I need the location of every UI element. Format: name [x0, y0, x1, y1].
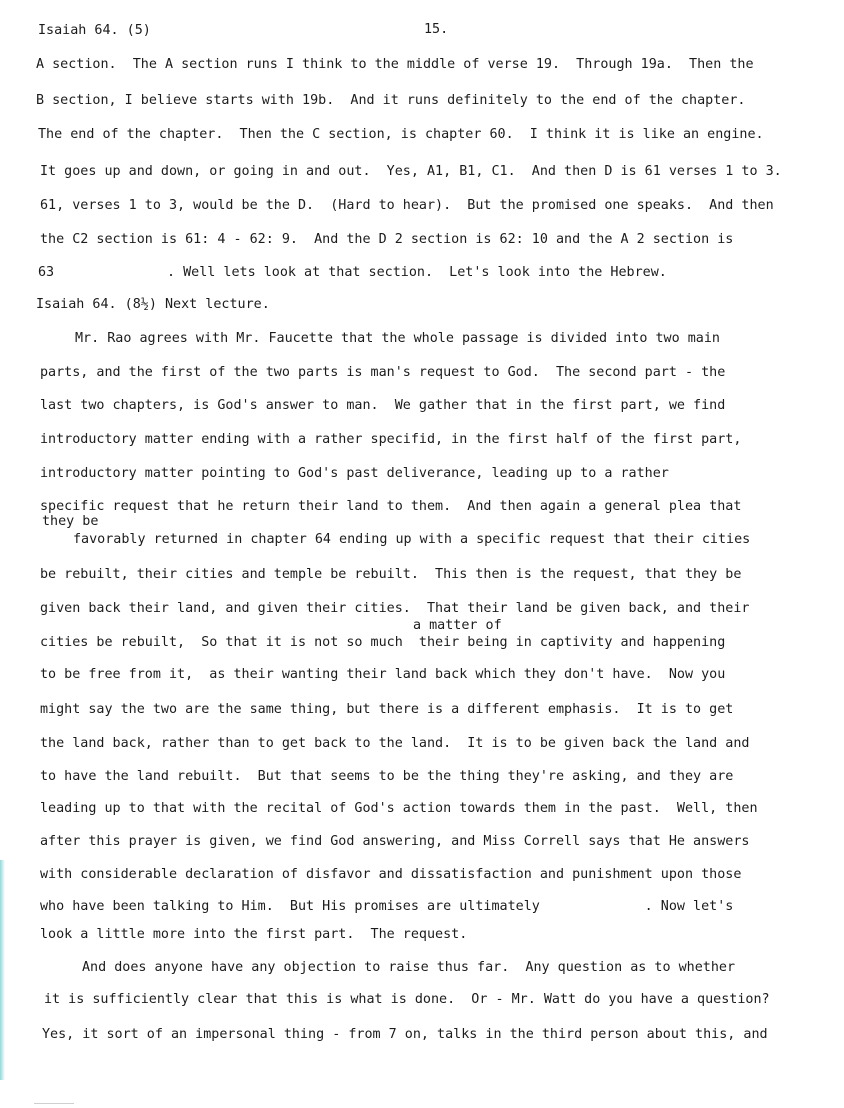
text-line: 63 . Well lets look at that section. Let's look into the Hebrew.: [38, 265, 667, 280]
text-line: after this prayer is given, we find God answering, and Miss Correll says that He answers: [40, 834, 750, 849]
text-line: favorably returned in chapter 64 ending up with a specific request that their cities: [73, 532, 751, 547]
text-line: introductory matter ending with a rather specifid, in the first half of the first part,: [40, 432, 742, 447]
interlinear-insertion: they be: [42, 514, 99, 529]
text-line: cities be rebuilt, So that it is not so much their being in captivity and happening: [40, 635, 726, 650]
text-line: look a little more into the first part. The request.: [40, 927, 468, 942]
text-line: the land back, rather than to get back to the land. It is to be given back the land and: [40, 736, 750, 751]
text-line: might say the two are the same thing, but there is a different emphasis. It is to get: [40, 702, 734, 717]
text-line: parts, and the first of the two parts is man's request to God. The second part - the: [40, 365, 726, 380]
page-number: 15.: [424, 22, 449, 37]
text-line: to be free from it, as their wanting their land back which they don't have. Now you: [40, 667, 726, 682]
document-title: Isaiah 64. (5): [38, 23, 151, 38]
text-line: specific request that he return their land to them. And then again a general plea that: [40, 499, 742, 514]
text-line: A section. The A section runs I think to the middle of verse 19. Through 19a. Then the: [36, 57, 754, 72]
text-line: who have been talking to Him. But His promises are ultimately . Now let's: [40, 899, 734, 914]
text-line: it is sufficiently clear that this is what is done. Or - Mr. Watt do you have a question?: [44, 992, 770, 1007]
text-line: 61, verses 1 to 3, would be the D. (Hard to hear). But the promised one speaks. And then: [40, 198, 774, 213]
text-line: And does anyone have any objection to raise thus far. Any question as to whether: [82, 960, 736, 975]
text-line: introductory matter pointing to God's past deliverance, leading up to a rather: [40, 466, 669, 481]
text-line: to have the land rebuilt. But that seems to be the thing they're asking, and they are: [40, 769, 734, 784]
text-line: leading up to that with the recital of God's action towards them in the past. Well, then: [40, 801, 758, 816]
scan-mark: [34, 1103, 74, 1104]
interlinear-insertion: a matter of: [413, 618, 502, 633]
text-line: be rebuilt, their cities and temple be rebuilt. This then is the request, that they be: [40, 567, 742, 582]
text-line: Yes, it sort of an impersonal thing - from 7 on, talks in the third person about this, and: [42, 1027, 768, 1042]
text-line: the C2 section is 61: 4 - 62: 9. And the D 2 section is 62: 10 and the A 2 section is: [40, 232, 734, 247]
text-line: given back their land, and given their cities. That their land be given back, and their: [40, 601, 750, 616]
text-line: last two chapters, is God's answer to man. We gather that in the first part, we find: [40, 398, 726, 413]
text-line: It goes up and down, or going in and out. Yes, A1, B1, C1. And then D is 61 verses 1 to 3.: [40, 164, 782, 179]
text-line: Mr. Rao agrees with Mr. Faucette that the whole passage is divided into two main: [75, 331, 720, 346]
scan-edge-tint: [0, 860, 5, 1080]
text-line: with considerable declaration of disfavor and dissatisfaction and punishment upon those: [40, 867, 742, 882]
section-heading: Isaiah 64. (8½) Next lecture.: [36, 297, 270, 312]
text-line: B section, I believe starts with 19b. And it runs definitely to the end of the chapter.: [36, 93, 746, 108]
text-line: The end of the chapter. Then the C section, is chapter 60. I think it is like an engine.: [38, 127, 764, 142]
